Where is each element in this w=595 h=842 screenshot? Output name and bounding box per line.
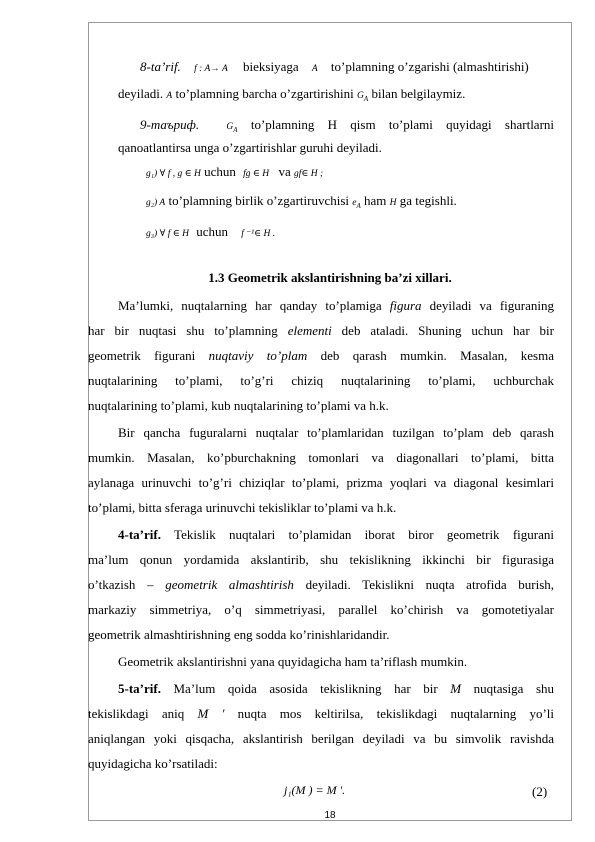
def9-line2: qanoatlantirsa unga o’zgartirishlar guruhi deyiladi.: [118, 140, 382, 155]
def8-line2: [118, 86, 465, 107]
def8-group-symbol: $G_A$: [357, 91, 369, 103]
def5-line4: quyidagicha ko’rsatiladi:: [88, 756, 218, 771]
def9-line1: [140, 117, 554, 138]
c2-e-symbol: $e_A$: [352, 198, 361, 210]
p2-line3: aylanaga urinuvchi to’g’ri chiziqlar to’plami, prizma yoqlari va diagonal kesimlari: [88, 475, 554, 490]
c1-expr2: gf∈ H ;: [293, 169, 324, 179]
term-elementi: elementi: [287, 323, 332, 338]
def8-map-expr: f : A→ A: [194, 64, 228, 74]
formula: j₁(M ) = M '.: [284, 783, 346, 797]
c1-uchun: uchun: [204, 164, 236, 179]
p3: Geometrik akslantirishni yana quyidagicha ham ta’riflash mumkin.: [118, 654, 468, 669]
point-m: M: [450, 681, 462, 696]
def5-line1: 5-ta’rif. Ma’lum qoida asosida tekislikning har bir M nuqtasiga shu: [118, 681, 555, 696]
p2-line1: Bir qancha fuguralarni nuqtalar to’plamlaridan tuzilgan to’plam deb qarash: [118, 425, 554, 440]
def4-line3: o’tkazish – geometrik almashtirish deyiladi. Tekislikni nuqta atrofida burish,: [88, 577, 555, 592]
def5-line3: aniqlangan yoki qisqacha, akslantirish berilgan deyiladi va bu simvolik ravishda: [88, 731, 554, 746]
def8-set-a2: A: [166, 91, 173, 101]
p1-line1: Ma’lumki, nuqtalarning har qanday to’plamiga figura deyiladi va figuraning: [118, 298, 554, 313]
def8-set-a: A: [311, 64, 318, 74]
def9-group-symbol: $G_A$: [226, 122, 238, 134]
c3-expr: f ⁻¹∈ H .: [241, 229, 276, 239]
c3-label: g₃) ∀ f ∈ H: [146, 229, 189, 239]
def4-label: 4-ta’rif.: [118, 527, 161, 542]
def9-condition-3: [146, 224, 275, 242]
p1-line5: nuqtalarining to’plami, kub nuqtalarining to’plami va h.k.: [88, 398, 389, 413]
p1-line4: nuqtalarining to’plami, to’g’ri chiziq nuqtalarining to’plami, uchburchak: [88, 373, 554, 388]
def9-label: 9-таъриф.: [140, 117, 200, 132]
c2-label: g₂) A: [146, 198, 166, 208]
def8-line1: [140, 59, 554, 77]
c1-va: va: [278, 164, 291, 179]
def9-condition-1: [146, 164, 323, 182]
p1-line2: har bir nuqtasi shu to’plamning elementi deb ataladi. Shuning uchun har bir: [88, 323, 554, 338]
page-number: 18: [324, 810, 336, 821]
p2-line4: to’plami, bitta sferaga urinuvchi tekisliklar to’plami va h.k.: [88, 500, 397, 515]
section-title: 1.3 Geometrik akslantirishning ba’zi xillari.: [208, 270, 452, 285]
def4-line2: ma’lum qonun yordamida akslantirib, shu tekislikning ikkinchi bir figurasiga: [88, 552, 554, 567]
term-geometrik-almashtirish: geometrik almashtirish: [165, 577, 294, 592]
p1-line3: geometrik figurani nuqtaviy to’plam deb qarash mumkin. Masalan, kesma: [88, 348, 554, 363]
def4-line5: geometrik almashtirishning eng sodda ko’rinishlaridandir.: [88, 627, 390, 642]
c2-end: ga tegishli.: [399, 193, 457, 208]
def9-condition-2: [146, 193, 457, 214]
c3-uchun: uchun: [196, 224, 229, 239]
point-m-prime: M ': [197, 706, 225, 721]
def8-text1: bieksiyaga: [243, 59, 299, 74]
p2-line2: mumkin. Masalan, ko’pburchakning tomonlari va diagonallari to’plami, bitta: [88, 450, 554, 465]
def8-label: 8-ta’rif.: [140, 59, 181, 74]
def9-text1: to’plamning H qism to’plami quyidagi shartlarni: [250, 117, 555, 132]
def4-line4: markaziy simmetriya, o’q simmetriyasi, parallel ko’chirish va gomotetiyalar: [88, 602, 554, 617]
def4-line1: 4-ta’rif. Tekislik nuqtalari to’plamidan iborat biror geometrik figurani: [118, 527, 555, 542]
c2-h: H: [389, 198, 397, 208]
equation-number: (2): [532, 784, 548, 799]
c1-expr1: fg ∈ H: [243, 169, 270, 179]
term-figura: figura: [389, 298, 422, 313]
term-nuqtaviy-toplam: nuqtaviy to’plam: [208, 348, 308, 363]
c2-text: to’plamning birlik o’zgartiruvchisi: [168, 193, 349, 208]
def8-text5: bilan belgilaymiz.: [371, 86, 466, 101]
def8-text3: deyiladi.: [118, 86, 164, 101]
def5-line2: tekislikdagi aniq M ' nuqta mos keltirilsa, tekislikdagi nuqtalarning yo’li: [88, 706, 555, 721]
c2-ham: ham: [364, 193, 387, 208]
def8-text4: to’plamning barcha o’zgartirishini: [175, 86, 354, 101]
def8-text2: to’plamning o’zgarishi (almashtirishi): [330, 59, 529, 74]
def5-label: 5-ta’rif.: [118, 681, 161, 696]
c1-label: g₁) ∀ f , g ∈ H: [146, 169, 201, 179]
